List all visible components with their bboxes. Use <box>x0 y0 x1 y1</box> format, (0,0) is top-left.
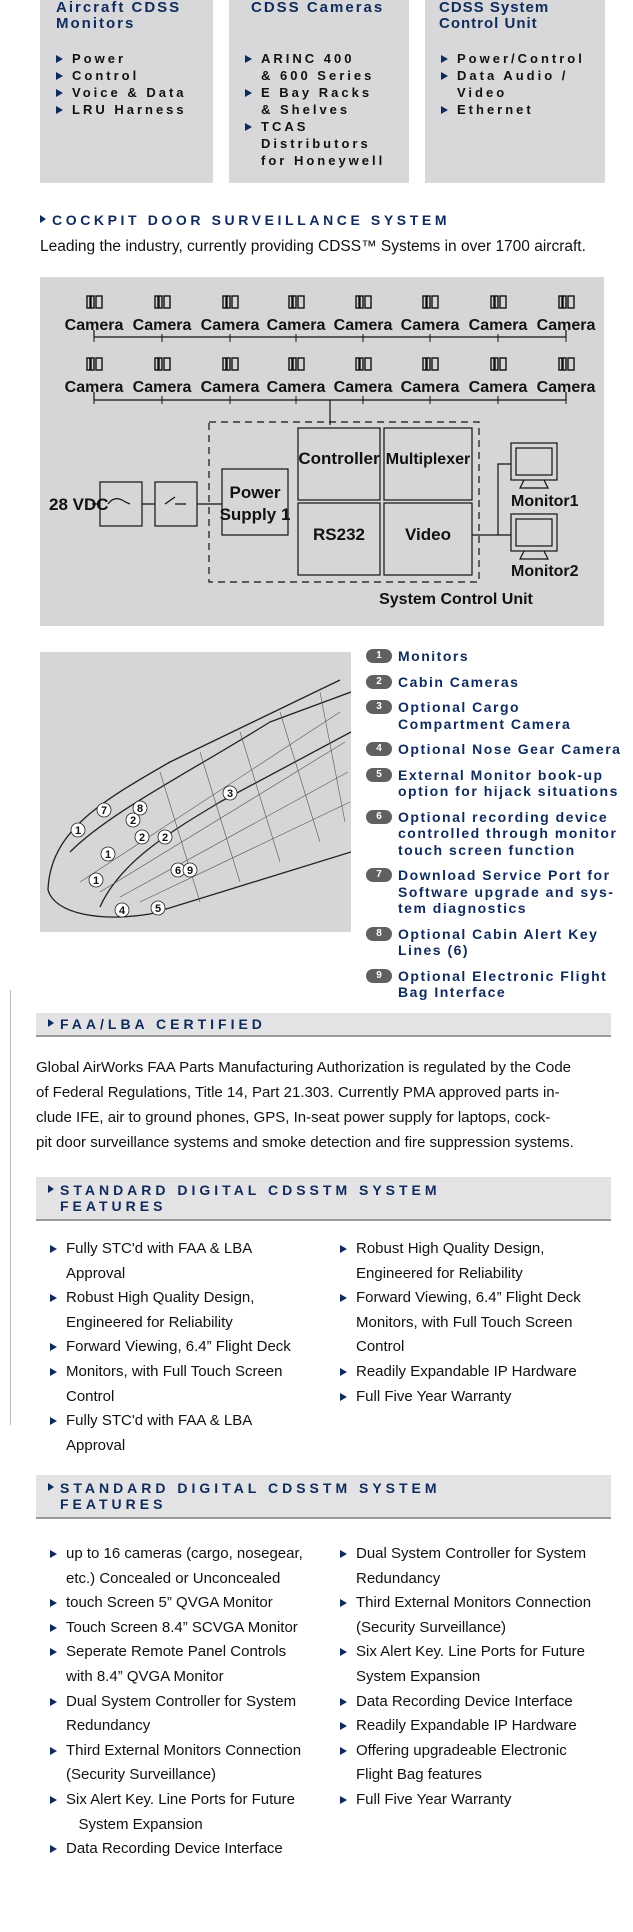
feature-item <box>326 1237 616 1286</box>
list-item: ARINC 400 <box>243 50 385 67</box>
power-supply-label: Power <box>229 483 281 502</box>
legend-number-badge: 4 <box>366 742 392 756</box>
feature-text: touch Screen 5” QVGA Monitor <box>66 1594 273 1612</box>
feature-text: Approval <box>66 1436 126 1454</box>
feature-item <box>36 1409 326 1458</box>
camera-label: Camera <box>266 379 326 396</box>
features-list-right <box>326 1237 616 1409</box>
feature-item <box>326 1360 616 1385</box>
camera-icon <box>356 358 371 370</box>
list-item: TCAS <box>243 118 385 135</box>
features-list-left <box>36 1542 326 1862</box>
divider <box>10 990 11 1425</box>
legend-text: controlled through monitor <box>398 825 618 841</box>
legend-item <box>366 926 621 959</box>
feature-item <box>326 1640 616 1689</box>
feature-text: Six Alert Key. Line Ports for Future <box>66 1790 295 1808</box>
callout-number: 2 <box>129 815 137 827</box>
legend-text: Optional recording device <box>398 808 609 825</box>
faa-heading-bar <box>36 1013 611 1037</box>
list-item: Video <box>457 85 508 100</box>
arrow-icon <box>48 1483 54 1491</box>
feature-text: Data Recording Device Interface <box>66 1840 283 1858</box>
camera-label: Camera <box>266 317 326 334</box>
list-item: Data Audio / <box>439 67 585 84</box>
camera-label: Camera <box>400 379 460 396</box>
feature-item <box>36 1542 326 1591</box>
legend-text: Software upgrade and sys- <box>398 883 615 900</box>
feature-text: Seperate Remote Panel Controls <box>66 1643 287 1661</box>
feature-item <box>326 1788 616 1813</box>
camera-icon <box>423 358 438 370</box>
camera-label: Camera <box>64 317 124 334</box>
card-title: CDSS System Control Unit <box>439 0 550 32</box>
legend-item <box>366 767 621 800</box>
legend-number-badge: 3 <box>366 700 392 714</box>
power-supply-label: Supply 1 <box>219 505 291 524</box>
camera-label: Camera <box>468 379 528 396</box>
camera-icon <box>155 358 170 370</box>
arrow-icon <box>48 1019 54 1027</box>
feature-text: Engineered for Reliability <box>66 1313 233 1331</box>
list-item: & 600 Series <box>261 68 375 83</box>
callout-number: 1 <box>92 875 100 887</box>
camera-node <box>201 296 260 342</box>
feature-text: Approval <box>66 1264 126 1282</box>
controller-label: Controller <box>298 449 380 468</box>
callout-number: 8 <box>136 803 144 815</box>
legend-text: Compartment Camera <box>398 715 572 732</box>
callout-number: 2 <box>138 832 146 844</box>
legend-text: tem diagnostics <box>398 900 528 916</box>
feature-text: Redundancy <box>66 1717 151 1735</box>
camera-label: Camera <box>132 317 192 334</box>
feature-item <box>36 1788 326 1837</box>
legend-number-badge: 6 <box>366 810 392 824</box>
feature-text: System Expansion <box>66 1815 203 1833</box>
feature-text: etc.) Concealed or Unconcealed <box>66 1569 281 1587</box>
callout-number: 7 <box>100 805 108 817</box>
camera-icon <box>491 296 506 308</box>
legend-text: Optional Electronic Flight <box>398 967 608 984</box>
callout-number: 2 <box>161 832 169 844</box>
card-title: Aircraft CDSS Monitors <box>56 0 182 32</box>
legend-number-badge: 5 <box>366 768 392 782</box>
feature-text: (Security Surveillance) <box>356 1618 507 1636</box>
feature-text: Offering upgradeable Electronic <box>356 1741 567 1759</box>
arrow-icon <box>48 1185 54 1193</box>
feature-text: System Expansion <box>356 1667 481 1685</box>
legend-text: Optional Cabin Alert Key <box>398 925 599 942</box>
camera-node <box>401 296 460 342</box>
list-item: Ethernet <box>439 101 585 118</box>
callout-number: 1 <box>74 825 82 837</box>
legend-text: touch screen function <box>398 841 576 858</box>
features-heading-bar <box>36 1177 611 1221</box>
feature-text: Full Five Year Warranty <box>356 1387 512 1405</box>
feature-text: with 8.4” QVGA Monitor <box>66 1667 224 1685</box>
feature-text: Engineered for Reliability <box>356 1264 523 1282</box>
list-item: & Shelves <box>261 102 351 117</box>
cdss-intro: Leading the industry, currently providing CDSS™ Systems in over 1700 aircraft. <box>40 238 586 255</box>
feature-item <box>326 1591 616 1640</box>
feature-item <box>326 1690 616 1715</box>
legend-item <box>366 968 621 1001</box>
monitor2-label: Monitor2 <box>511 563 579 580</box>
legend-text: option for hijack situations <box>398 783 619 799</box>
video-label: Video <box>405 525 451 544</box>
legend-number-badge: 2 <box>366 675 392 689</box>
feature-item <box>36 1640 326 1689</box>
legend-text: Optional Nose Gear Camera <box>398 741 622 757</box>
feature-text: (Security Surveillance) <box>66 1766 217 1784</box>
feature-text: Full Five Year Warranty <box>356 1790 512 1808</box>
list-item: Voice & Data <box>54 84 187 101</box>
features-heading: STANDARD DIGITAL CDSSTM SYSTEM FEATURES <box>48 1182 441 1214</box>
faa-paragraph: Global AirWorks FAA Parts Manufacturing Authorization is regulated by the Code of Federal Regulations, Title 14, Part 21.303. Currently PMA approved parts in- clude IFE, air to ground phones, GPS, In-seat power supply for laptops, cock- pit door surveillance systems and smoke detection and fire suppression systems. <box>36 1059 574 1151</box>
camera-label: Camera <box>64 379 124 396</box>
list-item: Distributors <box>261 136 371 151</box>
camera-icon <box>289 296 304 308</box>
legend-text: Bag Interface <box>398 984 507 1000</box>
list-item: LRU Harness <box>54 101 187 118</box>
list-item: Power/Control <box>439 50 585 67</box>
camera-row <box>65 296 596 342</box>
camera-node <box>334 358 393 404</box>
aircraft-cutaway-image <box>40 652 351 932</box>
system-diagram <box>0 0 633 640</box>
camera-icon <box>423 296 438 308</box>
list-item: for Honeywell <box>261 153 386 168</box>
legend-item <box>366 674 621 691</box>
callout-number: 4 <box>118 905 126 917</box>
aircraft-cutaway-drawing <box>40 652 351 932</box>
camera-node <box>334 296 393 342</box>
feature-item <box>36 1616 326 1641</box>
legend-item <box>366 741 621 758</box>
feature-text: Control <box>66 1387 115 1405</box>
callout-number: 9 <box>186 865 194 877</box>
scu-label: System Control Unit <box>379 591 533 608</box>
multiplexer-label: Multiplexer <box>385 451 471 468</box>
camera-icon <box>223 296 238 308</box>
feature-item <box>326 1385 616 1410</box>
feature-item <box>36 1360 326 1409</box>
legend-item <box>366 867 621 917</box>
faa-heading: FAA/LBA CERTIFIED <box>48 1016 266 1032</box>
legend-number-badge: 8 <box>366 927 392 941</box>
feature-item <box>326 1542 616 1591</box>
list-item: Control <box>54 67 187 84</box>
features-heading-bar <box>36 1475 611 1519</box>
legend-text: External Monitor book-up <box>398 766 604 783</box>
feature-text: Fully STC'd with FAA & LBA <box>66 1412 253 1430</box>
feature-text: Fully STC'd with FAA & LBA <box>66 1240 253 1257</box>
feature-item <box>326 1739 616 1788</box>
callout-number: 6 <box>174 865 182 877</box>
feature-text: Forward Viewing, 6.4” Flight Deck <box>356 1289 581 1307</box>
camera-icon <box>491 358 506 370</box>
feature-text: Third External Monitors Connection <box>66 1741 302 1759</box>
callout-number: 5 <box>154 903 162 915</box>
vdc-label: 28 VDC <box>49 495 109 514</box>
feature-item <box>36 1286 326 1335</box>
camera-label: Camera <box>333 379 393 396</box>
feature-text: Dual System Controller for System <box>356 1545 587 1562</box>
camera-node <box>469 358 528 404</box>
feature-text: Touch Screen 8.4” SCVGA Monitor <box>66 1618 298 1636</box>
camera-node <box>133 296 192 342</box>
feature-text: Data Recording Device Interface <box>356 1692 573 1710</box>
legend-text: Cabin Cameras <box>398 673 520 690</box>
feature-item <box>36 1739 326 1788</box>
feature-text: Dual System Controller for System <box>66 1692 297 1710</box>
legend-text: Download Service Port for <box>398 867 611 883</box>
camera-icon <box>289 358 304 370</box>
camera-icon <box>559 296 574 308</box>
feature-text: up to 16 cameras (cargo, nosegear, <box>66 1545 303 1562</box>
card-title: CDSS Cameras <box>251 0 385 16</box>
feature-text: Redundancy <box>356 1569 441 1587</box>
feature-text: Readily Expandable IP Hardware <box>356 1717 577 1735</box>
camera-label: Camera <box>536 317 596 334</box>
callout-number: 3 <box>226 788 234 800</box>
camera-node <box>133 358 192 404</box>
list-item: E Bay Racks <box>243 84 385 101</box>
camera-icon <box>356 296 371 308</box>
feature-text: Control <box>356 1338 405 1356</box>
legend-number-badge: 1 <box>366 649 392 663</box>
legend-text: Optional Cargo <box>398 699 521 715</box>
feature-text: Forward Viewing, 6.4” Flight Deck <box>66 1338 291 1356</box>
camera-label: Camera <box>536 379 596 396</box>
legend-number-badge: 9 <box>366 969 392 983</box>
feature-text: Monitors, with Full Touch Screen <box>356 1313 573 1331</box>
feature-text: Six Alert Key. Line Ports for Future <box>356 1643 585 1661</box>
camera-node <box>469 296 528 342</box>
camera-icon <box>87 296 102 308</box>
feature-item <box>36 1837 326 1862</box>
feature-item <box>36 1237 326 1286</box>
camera-node <box>401 358 460 404</box>
feature-item <box>326 1286 616 1360</box>
camera-label: Camera <box>468 317 528 334</box>
camera-label: Camera <box>333 317 393 334</box>
camera-icon <box>559 358 574 370</box>
camera-node <box>267 358 326 404</box>
features-heading: STANDARD DIGITAL CDSSTM SYSTEM FEATURES <box>48 1480 441 1512</box>
cabin-callouts <box>71 786 237 917</box>
feature-item <box>36 1335 326 1360</box>
feature-item <box>36 1591 326 1616</box>
camera-node <box>267 296 326 342</box>
callout-number: 1 <box>104 849 112 861</box>
camera-label: Camera <box>400 317 460 334</box>
legend-item <box>366 809 621 859</box>
legend-item <box>366 648 621 665</box>
legend-item <box>366 699 621 732</box>
legend-number-badge: 7 <box>366 868 392 882</box>
cabin-legend <box>366 648 621 1001</box>
legend-text: Monitors <box>398 648 470 664</box>
camera-node <box>201 358 260 404</box>
camera-label: Camera <box>200 317 260 334</box>
feature-text: Robust High Quality Design, <box>66 1289 255 1307</box>
feature-text: Readily Expandable IP Hardware <box>356 1362 577 1380</box>
feature-text: Third External Monitors Connection <box>356 1594 592 1612</box>
features-list-left <box>36 1237 326 1458</box>
monitor1-label: Monitor1 <box>511 493 579 510</box>
feature-item <box>36 1690 326 1739</box>
feature-text: Robust High Quality Design, <box>356 1240 545 1257</box>
camera-icon <box>87 358 102 370</box>
feature-text: Monitors, with Full Touch Screen <box>66 1362 283 1380</box>
list-item: Power <box>54 50 187 67</box>
rs232-label: RS232 <box>313 525 365 544</box>
features-list-right <box>326 1542 616 1813</box>
camera-icon <box>223 358 238 370</box>
feature-item <box>326 1714 616 1739</box>
feature-text: Flight Bag features <box>356 1766 482 1784</box>
legend-text: Lines (6) <box>398 942 470 958</box>
camera-label: Camera <box>200 379 260 396</box>
camera-icon <box>155 296 170 308</box>
section-heading-cdss: COCKPIT DOOR SURVEILLANCE SYSTEM <box>40 212 450 228</box>
camera-label: Camera <box>132 379 192 396</box>
camera-row <box>65 358 596 404</box>
